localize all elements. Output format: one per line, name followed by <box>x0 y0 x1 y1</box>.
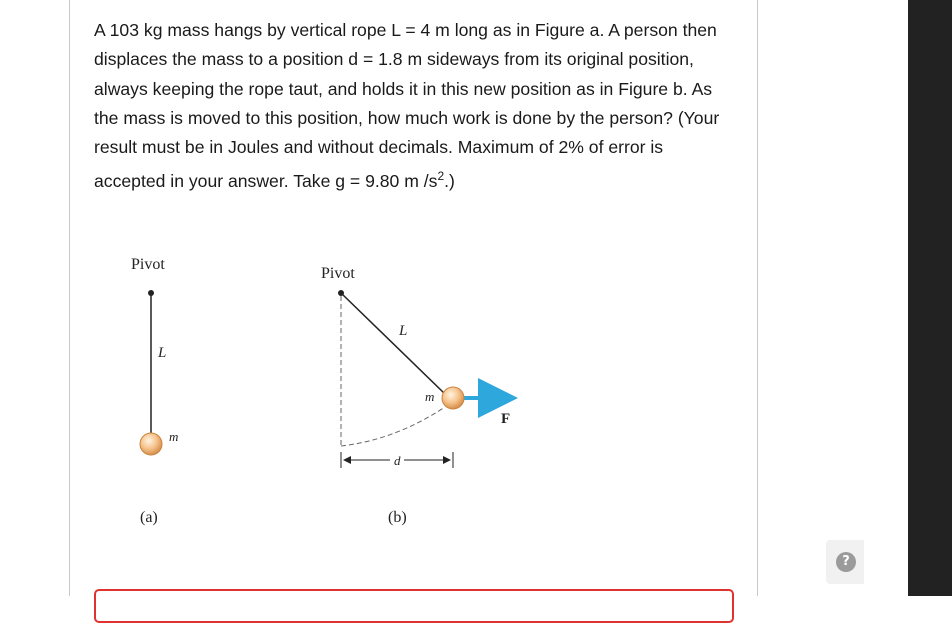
figure-a-length-label: L <box>158 345 167 361</box>
figure-b <box>321 265 514 526</box>
figure-a-mass-ball <box>140 433 162 455</box>
figure-b-mass-label: m <box>425 389 435 404</box>
help-tab[interactable] <box>826 540 864 584</box>
help-icon[interactable]: ? <box>836 552 856 572</box>
figure-a <box>131 256 178 526</box>
figure-a-caption: (a) <box>140 509 158 526</box>
figure-b-swing-arc <box>341 407 445 446</box>
figure-b-distance-arrowhead-left <box>343 456 351 464</box>
figure-b-rope <box>341 293 445 394</box>
figure-a-pivot-label: Pivot <box>131 256 165 273</box>
figure-b-distance-label: d <box>394 453 401 468</box>
figure-b-pivot-label: Pivot <box>321 265 355 282</box>
answer-input-box[interactable] <box>94 589 734 623</box>
figure-b-caption: (b) <box>388 509 407 526</box>
figure-b-distance-arrowhead-right <box>443 456 451 464</box>
question-suffix: .) <box>444 171 455 192</box>
figure-a-mass-label: m <box>169 429 179 444</box>
figure-b-mass-ball <box>442 387 464 409</box>
figure-b-force-label: F <box>501 411 511 427</box>
question-body: A 103 kg mass hangs by vertical rope L = 4 m long as in Figure a. A person then displaces the mass to a position d = 1.8 m sideways from its original position, always keeping the rope taut, and holds it in this new position as in Figure b. As the mass is moved to this position, how much work is done by the person? (Your result must be in Joules and without decimals. Maximum of 2% of error is accepted in your answer. Take g = 9.80 m /s <box>94 20 720 192</box>
figure-b-length-label: L <box>399 323 408 339</box>
question-exponent: 2 <box>437 169 445 184</box>
